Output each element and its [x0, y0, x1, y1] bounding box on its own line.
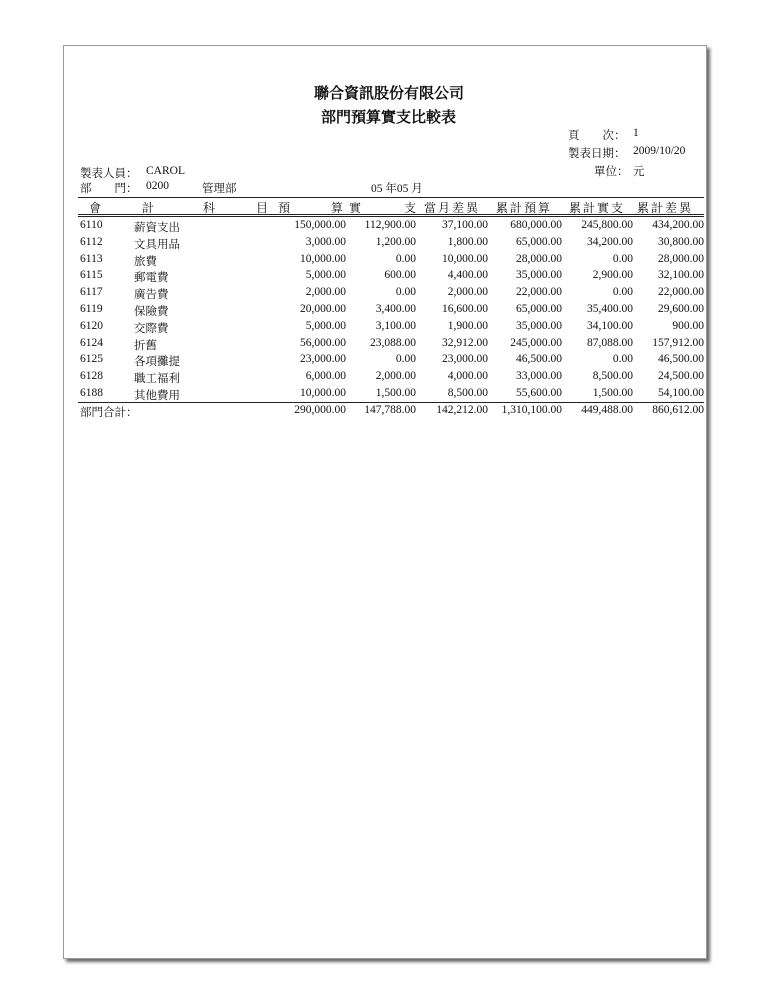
row-cum-budget: 22,000.00	[516, 286, 562, 299]
unit-label: 單位：	[594, 166, 629, 178]
row-month-diff: 1,800.00	[447, 235, 488, 248]
report-period: 05 年05 月	[371, 183, 423, 195]
row-month-diff: 32,912.00	[442, 336, 488, 349]
row-budget: 10,000.00	[300, 387, 346, 399]
row-code: 6120	[80, 319, 103, 332]
dept-label: 部 門：	[80, 183, 138, 195]
row-month-diff: 2,000.00	[447, 286, 488, 299]
row-cum-budget: 35,000.00	[516, 269, 562, 282]
row-cum-actual: 8,500.00	[592, 370, 633, 383]
col-header-actual-1: 實	[349, 201, 362, 215]
row-month-diff: 37,100.00	[442, 219, 488, 231]
row-cum-actual: 0.00	[612, 252, 633, 265]
total-rule	[78, 402, 704, 403]
row-name: 折舊	[134, 339, 157, 352]
row-budget: 3,000.00	[305, 235, 346, 248]
row-cum-budget: 245,000.00	[510, 336, 562, 349]
col-header-actual-2: 支	[404, 201, 417, 215]
row-cum-diff: 30,800.00	[658, 235, 704, 248]
row-cum-diff: 46,500.00	[658, 353, 704, 366]
total-budget: 290,000.00	[294, 404, 346, 416]
maker-name: CAROL	[146, 165, 185, 177]
row-cum-budget: 28,000.00	[516, 252, 562, 265]
col-header-budget-2: 算	[331, 201, 344, 215]
row-cum-budget: 55,600.00	[516, 387, 562, 399]
row-actual: 23,088.00	[370, 336, 416, 349]
row-cum-diff: 22,000.00	[658, 286, 704, 299]
row-month-diff: 1,900.00	[447, 319, 488, 332]
row-budget: 10,000.00	[300, 252, 346, 265]
row-actual: 0.00	[395, 353, 416, 366]
page-label: 頁 次：	[568, 130, 626, 142]
row-cum-budget: 680,000.00	[510, 219, 562, 231]
row-name: 各項攤提	[134, 356, 180, 369]
row-month-diff: 8,500.00	[447, 387, 488, 399]
row-cum-actual: 35,400.00	[587, 303, 633, 315]
row-budget: 5,000.00	[305, 269, 346, 282]
row-cum-diff: 900.00	[672, 319, 704, 332]
total-label: 部門合計：	[80, 407, 138, 419]
row-cum-budget: 33,000.00	[516, 370, 562, 383]
row-code: 6119	[80, 303, 103, 315]
row-actual: 1,200.00	[375, 235, 416, 248]
row-budget: 2,000.00	[305, 286, 346, 299]
row-name: 文具用品	[134, 238, 180, 251]
row-cum-budget: 35,000.00	[516, 319, 562, 332]
row-cum-actual: 2,900.00	[592, 269, 633, 282]
row-cum-budget: 65,000.00	[516, 303, 562, 315]
row-code: 6128	[80, 370, 103, 383]
col-header-cum-budget: 累計預算	[496, 201, 553, 215]
dept-name: 管理部	[202, 183, 237, 195]
row-budget: 56,000.00	[300, 336, 346, 349]
col-header-account-1: 會	[89, 201, 102, 215]
total-cum-actual: 449,488.00	[581, 404, 633, 416]
row-month-diff: 16,600.00	[442, 303, 488, 315]
report-page	[63, 45, 707, 959]
row-cum-actual: 87,088.00	[587, 336, 633, 349]
row-budget: 150,000.00	[294, 219, 346, 231]
row-month-diff: 10,000.00	[442, 252, 488, 265]
row-code: 6110	[80, 219, 103, 231]
report-date: 2009/10/20	[633, 145, 686, 157]
row-cum-actual: 34,200.00	[587, 235, 633, 248]
col-header-cum-diff: 累計差異	[637, 201, 694, 215]
row-budget: 5,000.00	[305, 319, 346, 332]
row-cum-diff: 157,912.00	[652, 336, 704, 349]
row-actual: 1,500.00	[375, 387, 416, 399]
row-actual: 2,000.00	[375, 370, 416, 383]
total-cum-diff: 860,612.00	[652, 404, 704, 416]
company-name: 聯合資訊股份有限公司	[314, 86, 465, 102]
row-cum-diff: 32,100.00	[658, 269, 704, 282]
row-actual: 3,400.00	[375, 303, 416, 315]
row-cum-diff: 28,000.00	[658, 252, 704, 265]
col-header-account-2: 計	[142, 201, 155, 215]
row-budget: 6,000.00	[305, 370, 346, 383]
row-name: 保險費	[134, 306, 169, 318]
row-cum-budget: 46,500.00	[516, 353, 562, 366]
row-actual: 600.00	[384, 269, 416, 282]
total-month-diff: 142,212.00	[436, 404, 488, 416]
row-name: 薪資支出	[134, 222, 180, 234]
maker-label: 製表人員：	[80, 168, 138, 180]
col-header-account-4: 目	[256, 201, 269, 215]
row-code: 6124	[80, 336, 103, 349]
row-code: 6115	[80, 269, 103, 282]
row-code: 6113	[80, 252, 103, 265]
row-code: 6117	[80, 286, 103, 299]
col-header-cum-actual: 累計實支	[569, 201, 626, 215]
header-bottom-rule-2	[78, 216, 704, 217]
row-actual: 112,900.00	[364, 219, 416, 231]
row-name: 廣告費	[134, 289, 169, 302]
row-budget: 23,000.00	[300, 353, 346, 366]
total-cum-budget: 1,310,100.00	[501, 404, 562, 416]
row-name: 職工福利	[134, 373, 180, 386]
row-name: 郵電費	[134, 272, 169, 285]
row-month-diff: 23,000.00	[442, 353, 488, 366]
row-cum-diff: 24,500.00	[658, 370, 704, 383]
row-cum-diff: 434,200.00	[652, 219, 704, 231]
row-cum-actual: 245,800.00	[581, 219, 633, 231]
row-name: 交際費	[134, 322, 169, 335]
row-name: 旅費	[134, 255, 157, 268]
col-header-budget-1: 預	[278, 201, 291, 215]
total-actual: 147,788.00	[364, 404, 416, 416]
col-header-account-3: 科	[203, 201, 216, 215]
row-code: 6125	[80, 353, 103, 366]
row-month-diff: 4,000.00	[447, 370, 488, 383]
row-cum-diff: 54,100.00	[658, 387, 704, 399]
row-code: 6112	[80, 235, 103, 248]
row-cum-budget: 65,000.00	[516, 235, 562, 248]
row-budget: 20,000.00	[300, 303, 346, 315]
row-cum-actual: 1,500.00	[592, 387, 633, 399]
row-cum-actual: 0.00	[612, 353, 633, 366]
dept-code: 0200	[146, 180, 169, 192]
row-month-diff: 4,400.00	[447, 269, 488, 282]
row-actual: 0.00	[395, 252, 416, 265]
page-number: 1	[633, 127, 639, 139]
row-name: 其他費用	[134, 390, 180, 402]
unit-value: 元	[633, 166, 645, 178]
col-header-month-diff: 當月差異	[424, 201, 481, 215]
report-title: 部門預算實支比較表	[321, 110, 457, 126]
row-cum-actual: 0.00	[612, 286, 633, 299]
row-actual: 3,100.00	[375, 319, 416, 332]
row-actual: 0.00	[395, 286, 416, 299]
row-cum-diff: 29,600.00	[658, 303, 704, 315]
date-label: 製表日期：	[568, 148, 626, 160]
row-code: 6188	[80, 387, 103, 399]
row-cum-actual: 34,100.00	[587, 319, 633, 332]
header-top-rule	[78, 197, 704, 198]
